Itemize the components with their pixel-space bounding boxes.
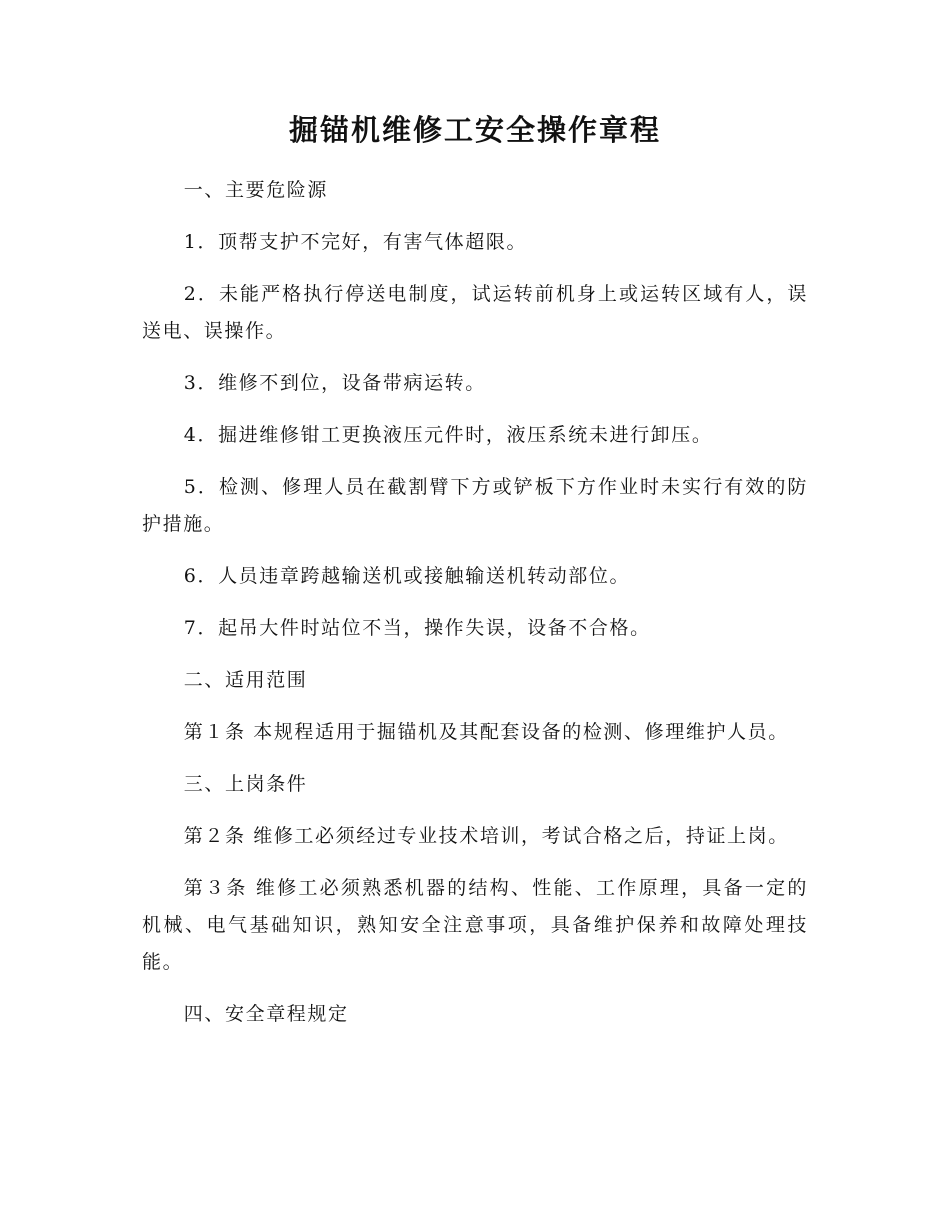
paragraph-hazard-2: 2．未能严格执行停送电制度，试运转前机身上或运转区域有人，误送电、误操作。 <box>142 283 808 342</box>
section-heading-qualifications: 三、上岗条件 <box>183 773 308 795</box>
document-title: 掘锚机维修工安全操作章程 <box>288 113 661 147</box>
paragraph-article-3: 第３条 维修工必须熟悉机器的结构、性能、工作原理，具备一定的机械、电气基础知识，熟知安全注意事项，具备维护保养和故障处理技能。 <box>142 877 808 973</box>
paragraph-hazard-4: 4．掘进维修钳工更换液压元件时，液压系统未进行卸压。 <box>183 424 713 446</box>
section-heading-safety-rules: 四、安全章程规定 <box>183 1003 349 1025</box>
paragraph-hazard-7: 7．起吊大件时站位不当，操作失误，设备不合格。 <box>183 617 651 639</box>
paragraph-hazard-6: 6．人员违章跨越输送机或接触输送机转动部位。 <box>183 565 631 587</box>
paragraph-hazard-1: 1．顶帮支护不完好，有害气体超限。 <box>183 231 528 253</box>
paragraph-hazard-5: 5．检测、修理人员在截割臂下方或铲板下方作业时未实行有效的防护措施。 <box>142 476 808 535</box>
section-heading-hazards: 一、主要危险源 <box>183 179 328 201</box>
paragraph-article-1: 第１条 本规程适用于掘锚机及其配套设备的检测、修理维护人员。 <box>183 721 789 743</box>
paragraph-hazard-3: 3．维修不到位，设备带病运转。 <box>183 372 486 394</box>
section-heading-scope: 二、适用范围 <box>183 669 308 691</box>
paragraph-article-2: 第２条 维修工必须经过专业技术培训，考试合格之后，持证上岗。 <box>183 825 789 847</box>
